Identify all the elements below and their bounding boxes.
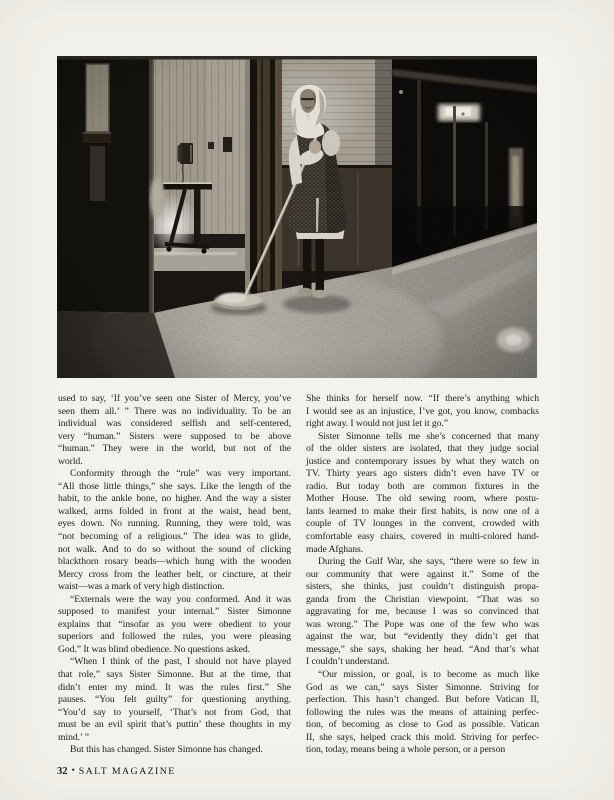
paragraph [58, 656, 291, 744]
paragraph [58, 744, 291, 757]
text-line: must be an evil spirit that’s puttin’ these thoughts in my [58, 719, 291, 731]
text-line: tion, of becoming as close to God as possible. Vatican [306, 719, 539, 731]
text-line: waist—was a mark of very high distinction. [58, 581, 225, 593]
text-line: ganda from the Christian viewpoint. “That was so [306, 593, 539, 605]
text-line: “Our mission, or goal, is to become as much like [318, 669, 539, 681]
text-line: couple of TV lounges in the convent, crowded with [306, 518, 539, 530]
paragraph [58, 393, 291, 468]
text-line: made Afghans. [306, 543, 364, 555]
text-line: But this has changed. Sister Simonne has changed. [70, 744, 263, 756]
paragraph [306, 393, 539, 431]
paragraph [58, 594, 291, 657]
text-line: justice and contemporary issues by what they watch on [306, 455, 539, 467]
text-column-right [306, 393, 539, 757]
text-line: individual was considered selfish and self-centered, [58, 418, 291, 430]
text-line: “human.” They were in the world, but not of the [58, 443, 291, 455]
text-line: “not becoming of a religious.” The idea was to glide, [58, 531, 291, 543]
text-line: against the war, but “evidently they didn’t get that [306, 631, 539, 643]
text-line: very “human.” Sisters were supposed to be above [58, 430, 291, 442]
paragraph [58, 468, 291, 593]
text-line: aggravating for me, because I was so convinced that [306, 606, 539, 618]
text-line: didn’t enter my mind. It was the rules first.” She [58, 681, 291, 693]
text-line: message,” she says, shaking her head. “And that’s what [306, 643, 539, 655]
text-line: “When I think of the past, I should not have played [70, 656, 291, 668]
text-line: superiors and followed the rules, you were pleasing [58, 631, 291, 643]
page-footer [57, 766, 176, 777]
text-line: following the rules was the means of attaining perfec- [306, 706, 539, 718]
text-line: lants learned to make their first habits, is now one of a [306, 505, 539, 517]
text-line: II, she says, helped crack this mold. Striving for perfec- [306, 731, 539, 743]
paragraph [306, 556, 539, 669]
text-line: of the older sisters are isolated, that they judge social [306, 443, 539, 455]
text-line: our community that were against it.” Some of the [306, 568, 539, 580]
text-line: not walk. And to do so without the sound of clicking [58, 543, 291, 555]
text-line: sisters, she thinks, just couldn’t distinguish propa- [306, 581, 539, 593]
text-line: I would see as an injustice, I’ve got, you know, combacks [306, 405, 539, 417]
hallway-photo [57, 56, 537, 378]
text-line: pauses. “You felt guilty” for questioning anything. [58, 694, 291, 706]
article-body [58, 393, 539, 757]
text-line: eyes down. No running. Running, they were told, was [58, 518, 291, 530]
text-line: seen them all.’ ” There was no individuality. To be an [58, 405, 291, 417]
text-line: right away. I would not just let it go.” [306, 418, 448, 430]
text-line: radio. But today both are common fixtures in the [306, 480, 539, 492]
page-number: 32 [57, 766, 68, 777]
text-line: God as we can,” says Sister Simonne. Striving for [306, 681, 539, 693]
text-line: “All those little things,” she says. Like the length of the [58, 480, 291, 492]
text-line: mind.’ ” [58, 731, 89, 743]
text-line: I couldn’t understand. [306, 656, 390, 668]
paragraph [306, 669, 539, 757]
text-line: tion, today, means being a whole person, or a person [306, 744, 506, 756]
text-line: walked, arms folded in front at the waist, head bent, [58, 505, 291, 517]
text-line: She thinks for herself now. “If there’s anything which [306, 393, 539, 404]
paragraph [306, 431, 539, 556]
text-line: God.” It was blind obedience. No questions asked. [58, 643, 250, 655]
text-line: perfection. This hasn’t changed. But before Vatican II, [306, 694, 539, 706]
text-line: that role,” says Sister Simonne. But at the time, that [58, 669, 291, 681]
text-line: “Externals were the way you conformed. And it was [70, 593, 291, 605]
text-line: blackthorn rosary beads—which hung with the wooden [58, 556, 291, 568]
text-line: TV. Thirty years ago sisters didn’t even have TV or [306, 468, 539, 480]
text-line: Conformity through the “rule” was very important. [70, 468, 291, 480]
text-line: explains that “insofar as you were obedient to your [58, 618, 291, 630]
footer-separator: • [71, 765, 75, 775]
text-line: Mother House. The old sewing room, where postu- [306, 493, 539, 505]
text-line: world. [58, 455, 83, 467]
text-line: used to say, ‘If you’ve seen one Sister of Mercy, you’ve [58, 393, 291, 404]
text-line: was wrong.” The Pope was one of the few who was [306, 618, 539, 630]
magazine-name: SALT MAGAZINE [78, 766, 176, 777]
text-line: habit, to the ankle bone, no higher. And the way a sister [58, 493, 291, 505]
text-line: comfortable easy chairs, covered in multi-colored hand- [306, 531, 539, 543]
text-line: Sister Simonne tells me she’s concerned that many [318, 430, 539, 442]
text-column-left [58, 393, 291, 757]
text-line: During the Gulf War, she says, “there were so few in [318, 556, 539, 568]
text-line: Mercy cross from the leather belt, or cincture, at their [58, 568, 291, 580]
text-line: “You’d say to yourself, ‘That’s not from God, that [58, 706, 291, 718]
text-line: supposed to manifest your internal.” Sister Simonne [58, 606, 291, 618]
hallway-photo-svg [57, 56, 537, 378]
